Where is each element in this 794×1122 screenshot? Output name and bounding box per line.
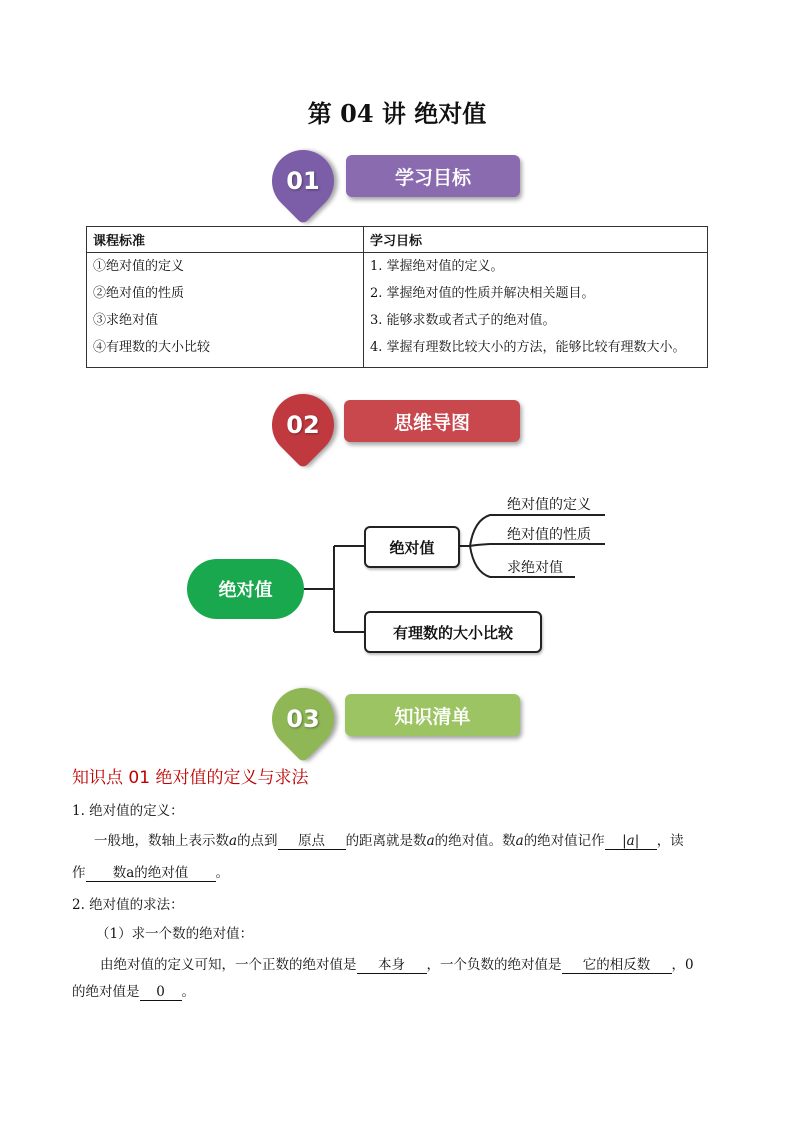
table-header-goal: 学习目标	[364, 227, 708, 253]
text: 一般地，数轴上表示数	[94, 833, 229, 849]
text: 的绝对值记作	[523, 833, 605, 849]
list-item: ②绝对值的性质	[93, 286, 185, 301]
mindmap-leaf: 求绝对值	[507, 560, 563, 576]
text: 。	[181, 984, 195, 1000]
section-label-03: 知识清单	[345, 694, 520, 736]
goals-cell	[364, 253, 708, 368]
text: ，一个负数的绝对值是	[426, 957, 562, 973]
paragraph-read-as	[72, 861, 229, 882]
fill-blank: 本身	[357, 957, 427, 974]
text: 的绝对值。数	[434, 833, 516, 849]
table-header-standard: 课程标准	[87, 227, 364, 253]
variable: a	[229, 833, 238, 849]
goals-table	[86, 226, 708, 368]
fill-blank: 它的相反数	[562, 957, 672, 974]
text: 由绝对值的定义可知，一个正数的绝对值是	[100, 957, 357, 973]
text: ，0	[671, 957, 694, 973]
fill-blank: 数a的绝对值	[86, 865, 216, 882]
knowledge-heading: 知识点 01 绝对值的定义与求法	[72, 768, 309, 788]
mindmap-leaf: 绝对值的性质	[507, 527, 591, 543]
paragraph-subtitle: （1）求一个数的绝对值：	[96, 926, 254, 942]
text: 作	[72, 865, 86, 881]
page-title: 第 04 讲 绝对值	[307, 99, 487, 128]
mindmap-branch-compare: 有理数的大小比较	[364, 611, 542, 653]
paragraph-definition-title: 1. 绝对值的定义：	[72, 803, 184, 819]
list-item: 1. 掌握绝对值的定义。	[370, 259, 504, 274]
paragraph-method-title: 2. 绝对值的求法：	[72, 897, 184, 913]
text: 的绝对值是	[72, 984, 140, 1000]
paragraph-definition	[94, 829, 684, 850]
list-item: ③求绝对值	[93, 313, 159, 328]
badge-number: 03	[286, 705, 320, 733]
list-item: 3. 能够求数或者式子的绝对值。	[370, 313, 556, 328]
paragraph-zero	[72, 980, 195, 1001]
variable: a	[515, 833, 524, 849]
paragraph-method	[100, 953, 694, 974]
fill-blank: 0	[140, 984, 182, 1001]
mindmap-leaf: 绝对值的定义	[507, 497, 591, 513]
badge-number: 02	[286, 411, 320, 439]
standards-cell	[87, 253, 364, 368]
section-label-02: 思维导图	[344, 400, 520, 442]
mindmap-root: 绝对值	[187, 559, 304, 619]
fill-blank: |a|	[605, 833, 657, 850]
text: 的距离就是数	[345, 833, 427, 849]
list-item: 2. 掌握绝对值的性质并解决相关题目。	[370, 286, 595, 301]
text: 。	[215, 865, 229, 881]
list-item: 4. 掌握有理数比较大小的方法，能够比较有理数大小。	[370, 340, 686, 355]
text: 的点到	[237, 833, 278, 849]
text: ，读	[656, 833, 684, 849]
list-item: ④有理数的大小比较	[93, 340, 211, 355]
mindmap-branch-absolute-value: 绝对值	[364, 526, 460, 568]
list-item: ①绝对值的定义	[93, 259, 185, 274]
section-label-01: 学习目标	[346, 155, 520, 197]
variable: a	[426, 833, 435, 849]
badge-number: 01	[286, 167, 320, 195]
fill-blank: 原点	[278, 833, 346, 850]
